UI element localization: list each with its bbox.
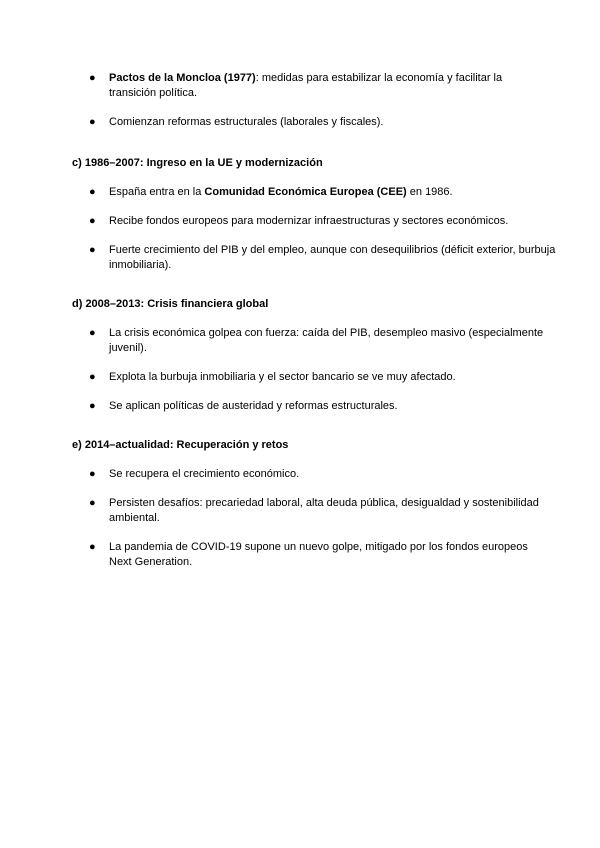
section-d (72, 297, 542, 414)
list-item (72, 496, 549, 526)
list-item (72, 71, 549, 101)
bullet-icon: ● (89, 468, 96, 480)
item-text: en 1986. (406, 186, 453, 198)
list-item (72, 115, 542, 130)
bullet-list (72, 326, 542, 414)
bullet-icon: ● (89, 72, 96, 84)
item-text: Fuerte crecimiento del PIB y del empleo, aunque con desequilibrios (déficit exterior, burbuja inmobiliaria). (109, 244, 556, 271)
section-e (72, 438, 542, 570)
item-bold-text: Comunidad Económica Europea (CEE) (204, 186, 407, 198)
list-item (72, 540, 539, 570)
bullet-icon: ● (89, 541, 96, 553)
list-item (72, 399, 542, 414)
bullet-list (72, 71, 542, 130)
bullet-icon: ● (89, 116, 96, 128)
section-b-tail (72, 71, 542, 130)
item-text: : medidas para estabilizar la economía y facilitar la transición política. (109, 72, 503, 99)
bullet-list (72, 467, 542, 570)
bullet-icon: ● (89, 371, 96, 383)
bullet-icon: ● (89, 327, 96, 339)
list-item (72, 214, 542, 229)
bullet-icon: ● (89, 215, 96, 227)
bullet-icon: ● (89, 497, 96, 509)
section-c (72, 156, 556, 273)
item-text: La pandemia de COVID-19 supone un nuevo golpe, mitigado por los fondos europeos Next Generation. (109, 541, 528, 568)
list-item (72, 370, 542, 385)
list-item (72, 185, 542, 200)
bullet-icon: ● (89, 186, 96, 198)
section-heading: c) 1986–2007: Ingreso en la UE y modernización (72, 157, 323, 169)
bullet-list (72, 185, 556, 273)
list-item (72, 467, 542, 482)
section-heading: d) 2008–2013: Crisis financiera global (72, 298, 269, 310)
list-item (72, 243, 569, 273)
bullet-icon: ● (89, 400, 96, 412)
item-text: España entra en la (109, 186, 205, 198)
item-text: La crisis económica golpea con fuerza: caída del PIB, desempleo masivo (especialmente juvenil). (109, 327, 544, 354)
item-text: Persisten desafíos: precariedad laboral, alta deuda pública, desigualdad y sostenibilidad ambiental. (109, 497, 539, 524)
item-text: Se recupera el crecimiento económico. (109, 468, 300, 480)
item-text: Explota la burbuja inmobiliaria y el sector bancario se ve muy afectado. (109, 371, 456, 383)
item-text: Se aplican políticas de austeridad y reformas estructurales. (109, 400, 398, 412)
item-text: Comienzan reformas estructurales (laborales y fiscales). (109, 116, 384, 128)
section-heading: e) 2014–actualidad: Recuperación y retos (72, 439, 289, 451)
list-item (72, 326, 559, 356)
item-text: Recibe fondos europeos para modernizar infraestructuras y sectores económicos. (109, 215, 509, 227)
bullet-icon: ● (89, 244, 96, 256)
item-bold-text: Pactos de la Moncloa (1977) (109, 72, 256, 84)
